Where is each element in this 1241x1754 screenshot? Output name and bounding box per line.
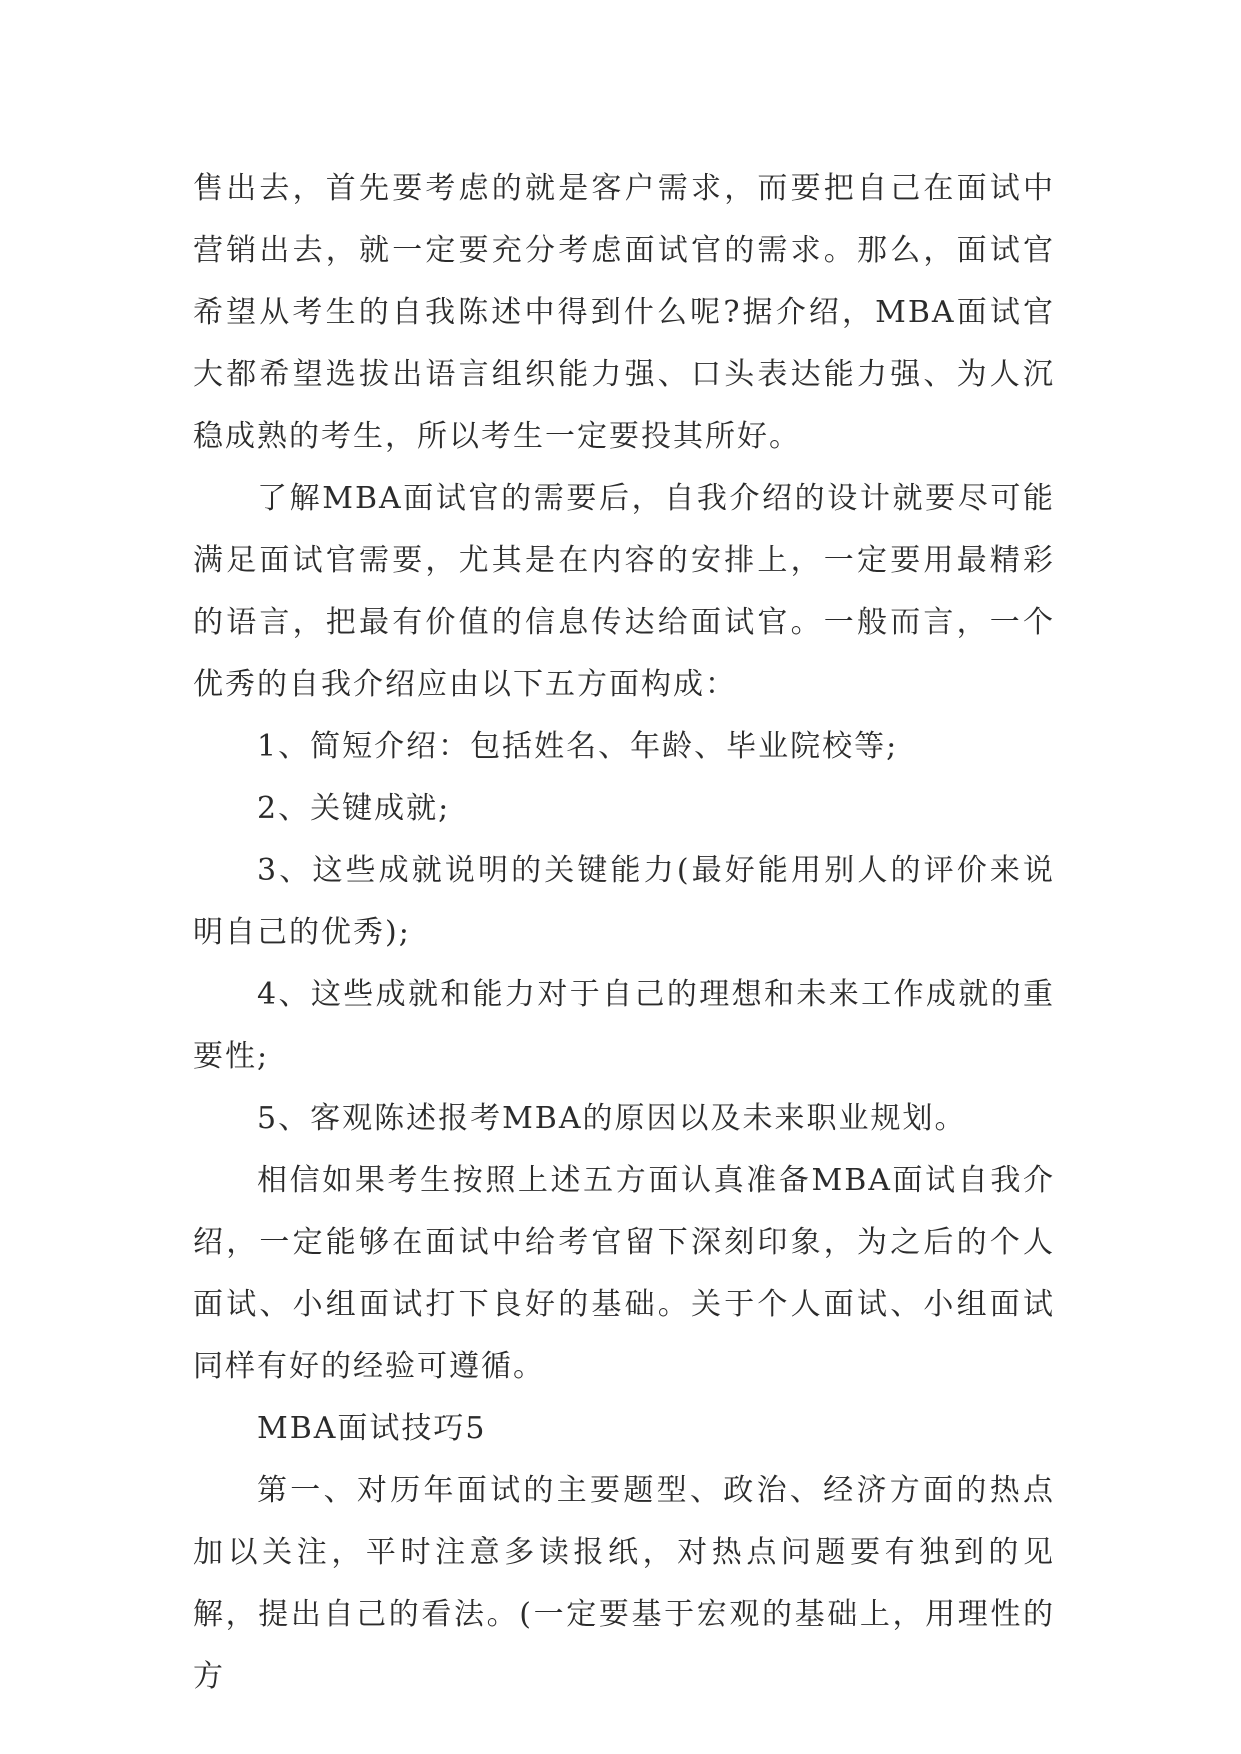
paragraph-intro: 了解MBA面试官的需要后，自我介绍的设计就要尽可能满足面试官需要，尤其是在内容的安排上，一定要用最精彩的语言，把最有价值的信息传达给面试官。一般而言，一个优秀的自我介绍应由以下五方面构成： bbox=[193, 481, 1055, 702]
section-heading: MBA面试技巧5 bbox=[257, 1411, 487, 1446]
list-item-2: 2、关键成就; bbox=[257, 791, 451, 826]
list-item-1: 1、简短介绍：包括姓名、年龄、毕业院校等; bbox=[257, 729, 899, 764]
paragraph-continuation: 售出去，首先要考虑的就是客户需求，而要把自己在面试中营销出去，就一定要充分考虑面试官的需求。那么，面试官希望从考生的自我陈述中得到什么呢?据介绍，MBA面试官大都希望选拔出语言组织能力强、口头表达能力强、为人沉稳成熟的考生，所以考生一定要投其所好。 bbox=[193, 171, 1055, 454]
list-item-3: 3、这些成就说明的关键能力(最好能用别人的评价来说明自己的优秀); bbox=[193, 853, 1055, 950]
list-item-5: 5、客观陈述报考MBA的原因以及未来职业规划。 bbox=[257, 1101, 967, 1136]
list-item-4: 4、这些成就和能力对于自己的理想和未来工作成就的重要性; bbox=[193, 977, 1055, 1074]
document-body bbox=[193, 158, 1055, 1708]
paragraph-tip-1: 第一、对历年面试的主要题型、政治、经济方面的热点加以关注，平时注意多读报纸，对热点问题要有独到的见解，提出自己的看法。(一定要基于宏观的基础上，用理性的方 bbox=[193, 1473, 1055, 1694]
paragraph-conclusion: 相信如果考生按照上述五方面认真准备MBA面试自我介绍，一定能够在面试中给考官留下深刻印象，为之后的个人面试、小组面试打下良好的基础。关于个人面试、小组面试同样有好的经验可遵循。 bbox=[193, 1163, 1055, 1384]
